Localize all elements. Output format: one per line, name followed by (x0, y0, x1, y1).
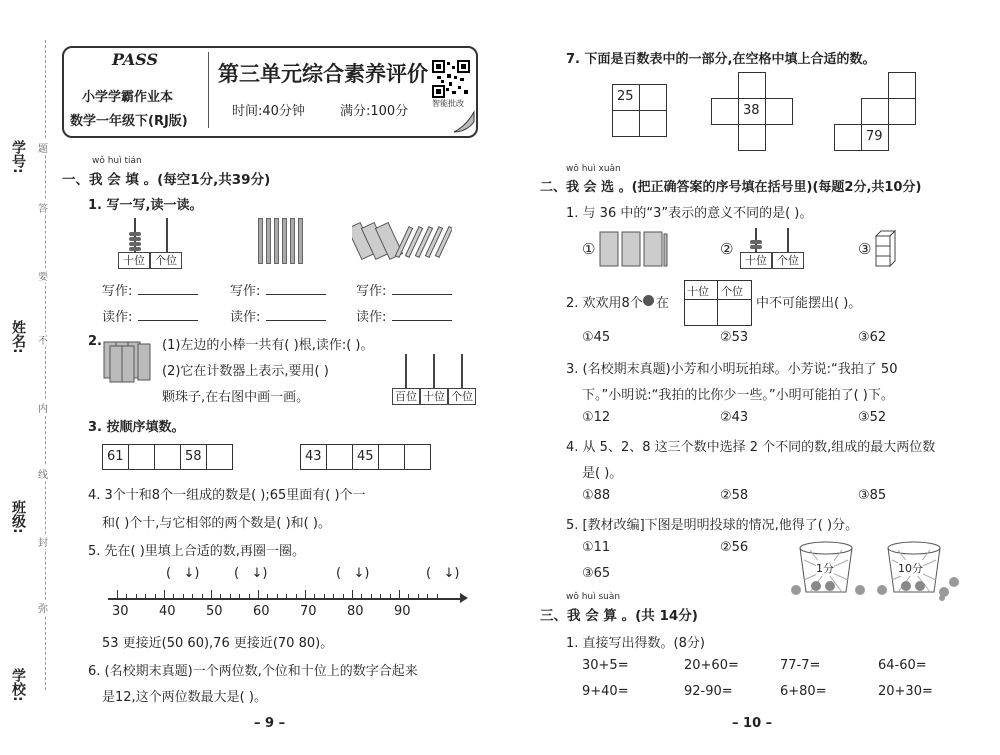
number-line-tick (305, 590, 306, 600)
s2-q2-opt3[interactable]: ③62 (858, 330, 887, 345)
page-curl-icon (452, 110, 476, 134)
q2-line3: 颗珠子,在右图中画一画。 (162, 390, 310, 405)
number-line (108, 598, 460, 600)
q1-stick-bundles (256, 218, 316, 268)
q7-cell-given: 38 (738, 98, 766, 125)
number-line-tick (361, 594, 362, 600)
qr-code-icon[interactable] (432, 60, 470, 98)
s2-q1-bundles-image (598, 230, 670, 268)
book-subtitle: 数学一年级下(RJ版) (70, 114, 188, 129)
q1-write-label-a: 写作: (102, 284, 133, 299)
number-line-tick (202, 594, 203, 600)
number-line-tick (343, 594, 344, 600)
number-line-tick (390, 594, 391, 600)
s2-q2-text-b: 在 (656, 296, 670, 311)
cut-char: 封 (38, 534, 48, 549)
number-line-tick (258, 590, 259, 600)
tick-label-70: 70 (300, 604, 317, 619)
abacus-ones-label: 个位 (150, 252, 182, 269)
s2-q3-opt2[interactable]: ②43 (720, 410, 749, 425)
s2-q3-line2: 下。”小明说:“我拍的比你少一些。”小明可能拍了( )下。 (582, 388, 894, 403)
q7-cell-given: 25 (612, 84, 640, 111)
number-line-tick (192, 594, 193, 600)
page-title: 第三单元综合素养评价 (218, 61, 428, 86)
cut-char: 线 (38, 466, 48, 481)
q1-write-blank-a[interactable] (138, 294, 198, 295)
number-line-tick (249, 594, 250, 600)
s2-q4-opt2[interactable]: ②58 (720, 488, 749, 503)
number-line-tick (427, 594, 428, 600)
section2-pinyin: wǒ huì xuǎn (566, 164, 621, 174)
s2-q3-opt3[interactable]: ③52 (858, 410, 887, 425)
s2-q4-line1: 4. 从 5、2、8 这三个数中选择 2 个不同的数,组成的最大两位数 (566, 440, 936, 455)
q1-sticks-image (352, 220, 452, 264)
calc-item[interactable]: 30+5= (582, 658, 629, 673)
section3-title: 三、我 会 算 。(共 14分) (540, 608, 698, 624)
abacus-ones-label: 个位 (772, 252, 804, 269)
number-line-tick (314, 594, 315, 600)
number-line-tick (437, 594, 438, 600)
tick-label-90: 90 (394, 604, 411, 619)
q1-read-blank-b[interactable] (266, 320, 326, 321)
s2-q3-opt1[interactable]: ①12 (582, 410, 611, 425)
class-label: 班级: (10, 500, 26, 534)
tick-label-60: 60 (253, 604, 270, 619)
s2-q1-opt1[interactable]: ① (582, 240, 596, 258)
s2-q2-place-table (684, 280, 752, 326)
q5-compare: 53 更接近(50 60),76 更接近(70 80)。 (102, 636, 334, 651)
pass-logo: PASS (112, 50, 159, 69)
q2-line1: (1)左边的小棒一共有( )根,读作:( )。 (162, 338, 374, 353)
abacus-tens-label: 十位 (420, 388, 448, 405)
q2-abacus[interactable] (392, 354, 476, 406)
q7-cell[interactable] (738, 72, 766, 99)
number-line-tick (286, 594, 287, 600)
q7-cell[interactable] (765, 98, 793, 125)
page-number-right: – 10 – (732, 716, 773, 731)
tick-label-30: 30 (112, 604, 129, 619)
q7-cell[interactable] (612, 110, 640, 137)
full-score: 满分:100分 (340, 104, 409, 119)
tick-label-40: 40 (159, 604, 176, 619)
q7-cell[interactable] (834, 124, 862, 151)
bead-icon (643, 295, 654, 306)
q3-row1-cell: 58 (180, 444, 207, 470)
q7-prompt: 7. 下面是百数表中的一部分,在空格中填上合适的数。 (566, 52, 876, 67)
q7-cell-given: 79 (861, 124, 889, 151)
section3-pinyin: wǒ huì suàn (566, 592, 621, 602)
s2-q1-opt3[interactable]: ③ (858, 240, 872, 258)
q7-cell[interactable] (711, 98, 739, 125)
s2-q2-opt2[interactable]: ②53 (720, 330, 749, 345)
q7-cell[interactable] (888, 98, 916, 125)
number-line-tick (136, 594, 137, 600)
s3-q1-prompt: 1. 直接写出得数。(8分) (566, 636, 705, 651)
number-line-tick (352, 590, 353, 600)
place-tens-label: 十位 (687, 285, 709, 298)
basket-1pt-label: 1分 (816, 562, 834, 575)
number-line-tick (239, 594, 240, 600)
number-line-tick (408, 594, 409, 600)
cut-char: 要 (38, 268, 48, 283)
number-line-tick (324, 594, 325, 600)
q1-write-label-c: 写作: (356, 284, 387, 299)
q1-abacus (116, 218, 186, 270)
calc-item[interactable]: 77-7= (780, 658, 821, 673)
cut-char: 不 (38, 332, 48, 347)
section2-title: 二、我 会 选 。(把正确答案的序号填在括号里)(每题2分,共10分) (540, 180, 922, 195)
number-line-tick (333, 594, 334, 600)
q3-row2-cell[interactable] (404, 444, 431, 470)
number-line-tick (173, 594, 174, 600)
q7-cell[interactable] (639, 84, 667, 111)
number-line-tick (155, 594, 156, 600)
header-divider (208, 52, 209, 128)
s2-q4-opt1[interactable]: ①88 (582, 488, 611, 503)
number-line-tick (145, 594, 146, 600)
q3-prompt: 3. 按顺序填数。 (88, 420, 185, 435)
q1-read-label-b: 读作: (230, 310, 261, 325)
number-line-tick (418, 594, 419, 600)
q3-row2-cell: 43 (300, 444, 327, 470)
s2-q1-abacus (740, 228, 804, 270)
book-title: 小学学霸作业本 (82, 90, 174, 105)
s2-q2-text-c: 中不可能摆出( )。 (756, 296, 862, 311)
student-id-label: 学号: (10, 140, 26, 174)
q4-line1: 4. 3个十和8个一组成的数是( );65里面有( )个一 (88, 488, 366, 503)
number-line-arrow-icon (460, 593, 468, 603)
s2-q4-opt3[interactable]: ③85 (858, 488, 887, 503)
number-line-tick (267, 594, 268, 600)
abacus-ones-label: 个位 (448, 388, 476, 405)
q2-number: 2. (88, 334, 102, 349)
q7-cell[interactable] (861, 98, 889, 125)
s2-q5-opt1[interactable]: ①11 (582, 540, 611, 555)
number-line-tick (380, 594, 381, 600)
number-line-tick (117, 590, 118, 600)
s2-q5-opt3[interactable]: ③65 (582, 566, 611, 581)
q1-read-label-c: 读作: (356, 310, 387, 325)
place-ones-label: 个位 (721, 285, 743, 298)
abacus-tens-label: 十位 (740, 252, 772, 269)
calc-item[interactable]: 6+80= (780, 684, 827, 699)
number-line-tick (164, 590, 165, 600)
q3-row2-cell[interactable] (326, 444, 353, 470)
tick-label-80: 80 (347, 604, 364, 619)
q6-line1: 6. (名校期末真题)一个两位数,个位和十位上的数字合起来 (88, 664, 418, 679)
s2-q2-opt1[interactable]: ①45 (582, 330, 611, 345)
calc-item[interactable]: 20+30= (878, 684, 933, 699)
s2-q3-line1: 3. (名校期末真题)小芳和小明玩拍球。小芳说:“我拍了 50 (566, 362, 898, 377)
abacus-hundreds-label: 百位 (392, 388, 420, 405)
q3-row1-cell[interactable] (154, 444, 181, 470)
q7-cell[interactable] (639, 110, 667, 137)
s2-q1-opt2[interactable]: ② (720, 240, 734, 258)
school-label: 学校: (10, 668, 26, 702)
q1-read-blank-c[interactable] (392, 320, 452, 321)
basket-10pt-label: 10分 (898, 562, 923, 575)
section1-pinyin: wǒ huì tián (92, 156, 142, 166)
binding-dash-line (45, 40, 46, 690)
q1-write-label-b: 写作: (230, 284, 261, 299)
cube-stack-icon (874, 228, 896, 268)
calc-item[interactable]: 9+40= (582, 684, 629, 699)
s2-q5-opt2[interactable]: ②56 (720, 540, 749, 555)
cut-char: 答 (38, 200, 48, 215)
qr-caption: 智能批改 (432, 99, 464, 108)
number-line-tick (277, 594, 278, 600)
q2-line2: (2)它在计数器上表示,要用( ) (162, 364, 329, 379)
q1-write-blank-b[interactable] (266, 294, 326, 295)
q2-stick-bundle-image (102, 340, 154, 384)
q3-row1-cell[interactable] (206, 444, 233, 470)
q1-read-blank-a[interactable] (138, 320, 198, 321)
cut-char: 弥 (38, 600, 48, 615)
q3-row1-cell: 61 (102, 444, 129, 470)
q7-cell[interactable] (888, 72, 916, 99)
s2-q4-line2: 是( )。 (582, 466, 623, 481)
q5-prompt: 5. 先在( )里填上合适的数,再圈一圈。 (88, 544, 305, 559)
number-line-tick (220, 594, 221, 600)
q1-read-label-a: 读作: (102, 310, 133, 325)
q6-line2: 是12,这个两位数最大是( )。 (102, 690, 267, 705)
number-line-tick (399, 590, 400, 600)
q3-row2-cell: 45 (352, 444, 379, 470)
section1-title: 一、我 会 填 。(每空1分,共39分) (62, 172, 271, 188)
page-number-left: – 9 – (254, 716, 286, 731)
tick-label-50: 50 (206, 604, 223, 619)
q3-row2-cell[interactable] (378, 444, 405, 470)
number-line-tick (230, 594, 231, 600)
number-line-tick (296, 594, 297, 600)
calc-item[interactable]: 92-90= (684, 684, 733, 699)
q1-prompt: 1. 写一写,读一读。 (88, 198, 203, 213)
q3-row1-cell[interactable] (128, 444, 155, 470)
calc-item[interactable]: 64-60= (878, 658, 927, 673)
number-line-tick (371, 594, 372, 600)
number-line-tick (211, 590, 212, 600)
name-label: 姓名: (10, 320, 26, 354)
exam-time: 时间:40分钟 (232, 104, 305, 119)
number-line-tick (183, 594, 184, 600)
cut-char: 题 (38, 140, 48, 155)
abacus-tens-label: 十位 (118, 252, 150, 269)
s2-q2-text-a: 2. 欢欢用8个 (566, 296, 643, 311)
q7-cell[interactable] (738, 124, 766, 151)
q4-line2: 和( )个十,与它相邻的两个数是( )和( )。 (102, 516, 331, 531)
cut-char: 内 (38, 400, 48, 415)
number-line-tick (126, 594, 127, 600)
q1-write-blank-c[interactable] (392, 294, 452, 295)
calc-item[interactable]: 20+60= (684, 658, 739, 673)
s2-q5-prompt: 5. [教材改编]下图是明明投球的情况,他得了( )分。 (566, 518, 859, 533)
s2-q1-prompt: 1. 与 36 中的“3”表示的意义不同的是( )。 (566, 206, 813, 221)
